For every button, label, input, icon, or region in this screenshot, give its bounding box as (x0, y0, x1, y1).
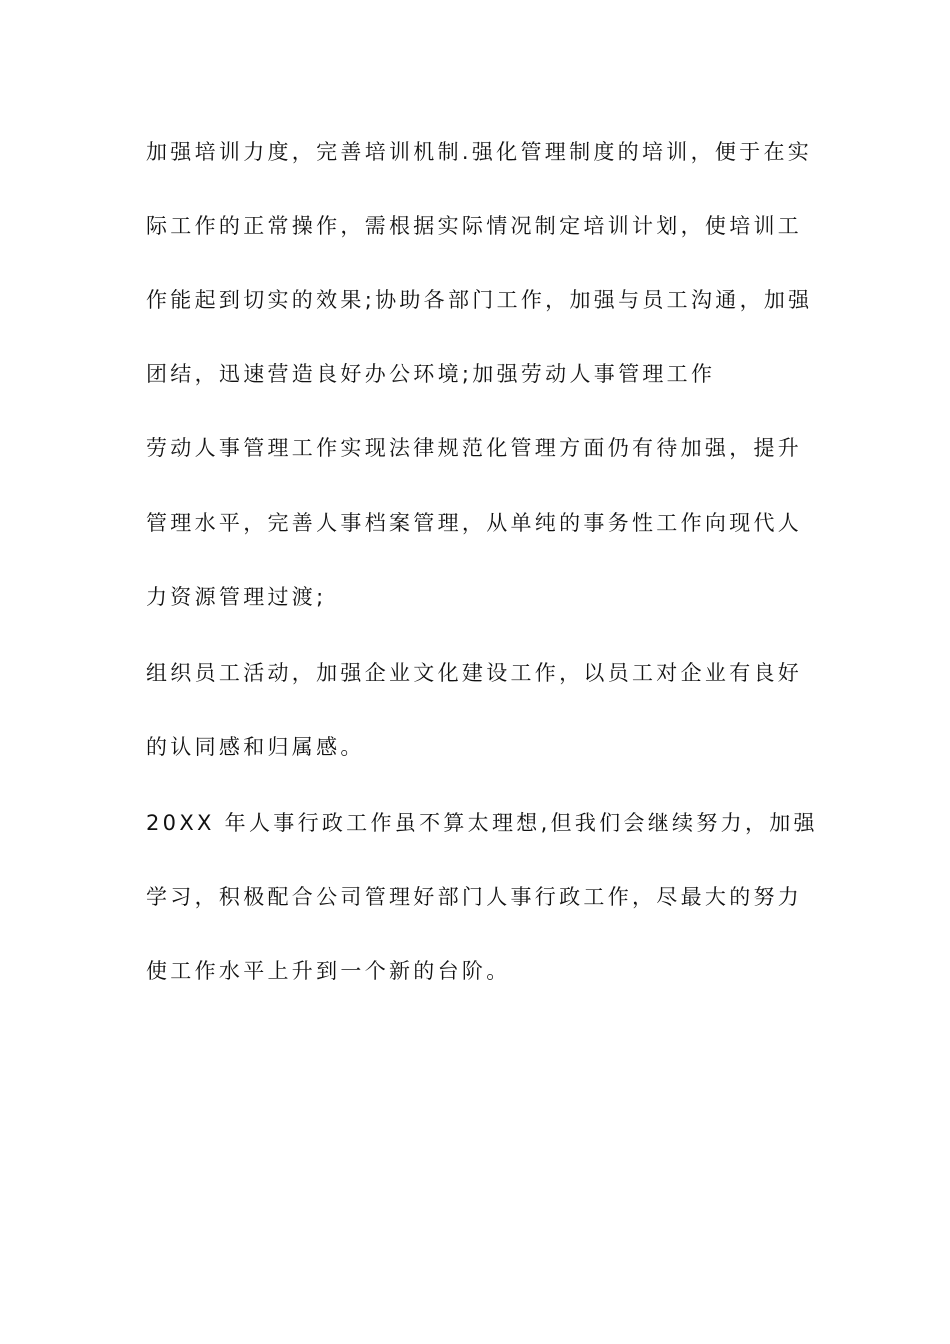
text-line: 管理水平，完善人事档案管理，从单纯的事务性工作向现代人 (146, 511, 803, 535)
text-line: 加强培训力度，完善培训机制.强化管理制度的培训，便于在实 (146, 140, 813, 164)
text-line: 使工作水平上升到一个新的台阶。 (146, 959, 511, 983)
text-line: 劳动人事管理工作实现法律规范化管理方面仍有待加强，提升 (146, 436, 803, 460)
text-line: 际工作的正常操作，需根据实际情况制定培训计划，使培训工 (146, 214, 803, 238)
text-line: 的认同感和归属感。 (146, 735, 365, 759)
text-line: 20XX 年人事行政工作虽不算太理想,但我们会继续努力，加强 (146, 811, 818, 835)
text-line: 组织员工活动，加强企业文化建设工作，以员工对企业有良好 (146, 661, 803, 685)
text-line: 作能起到切实的效果;协助各部门工作，加强与员工沟通，加强 (146, 288, 813, 312)
text-line: 团结，迅速营造良好办公环境;加强劳动人事管理工作 (146, 362, 716, 386)
text-line: 学习，积极配合公司管理好部门人事行政工作，尽最大的努力 (146, 885, 803, 909)
text-line: 力资源管理过渡; (146, 585, 327, 609)
